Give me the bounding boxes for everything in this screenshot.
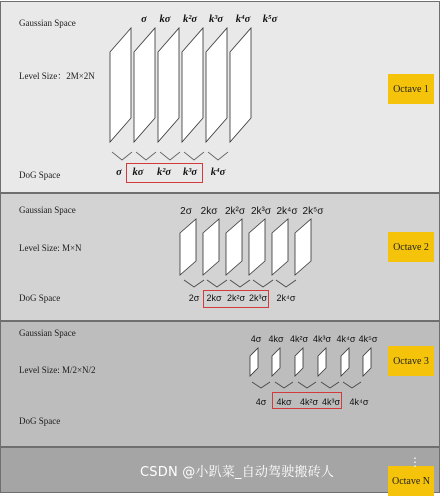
octave-3-dog-sigma: 4σ xyxy=(255,397,267,407)
octave-1-gaussian-layer xyxy=(110,28,131,142)
octave-2-dog-sigma: 2kσ xyxy=(206,293,222,303)
octave-2-dog-sigma: 2k³σ xyxy=(248,293,268,303)
octave-3-tag: Octave 3 xyxy=(388,346,434,376)
octave-2-gaussian-layer xyxy=(203,219,219,275)
octave-3-gaussian-label: Gaussian Space xyxy=(19,328,76,338)
octave-3-dog-label: DoG Space xyxy=(19,416,61,426)
octave-3-gaussian-layer xyxy=(250,348,258,376)
octave-2-merge-chevron xyxy=(184,280,204,287)
octave-2-gaussian-sigma: 2k⁴σ xyxy=(276,206,298,217)
octave-n-tag: Octave N xyxy=(388,466,434,496)
octave-3-merge-chevron xyxy=(321,382,339,388)
octave-1-level-label: Level Size：2M×2N xyxy=(19,71,95,81)
octave-1-gaussian-sigma: k²σ xyxy=(182,14,198,25)
octave-2-gaussian-sigma: 2k³σ xyxy=(250,206,272,217)
octave-3-merge-chevron xyxy=(298,382,316,388)
octave-2-dog-label: DoG Space xyxy=(19,293,61,303)
octave-3-level-label: Level Size: M/2×N/2 xyxy=(19,365,96,375)
octave-1-gaussian-sigma: kσ xyxy=(159,14,171,25)
octave-2-gaussian-label: Gaussian Space xyxy=(19,205,76,215)
octave-1-gaussian-label: Gaussian Space xyxy=(19,18,76,28)
octave-3-dog-sigma: 4k²σ xyxy=(299,397,319,407)
octave-3-gaussian-layer xyxy=(295,348,303,376)
octave-3-gaussian-layer xyxy=(318,348,326,376)
octave-2-gaussian-layer xyxy=(295,219,311,275)
octave-1-gaussian-sigma: k⁵σ xyxy=(262,14,278,25)
octave-1-tag: Octave 1 xyxy=(388,74,434,104)
watermark-dot-icon: ⋮ xyxy=(409,455,421,469)
octave-3-merge-chevron xyxy=(275,382,293,388)
octave-1-dog-sigma: kσ xyxy=(132,167,144,178)
octave-2-gaussian-layer xyxy=(249,219,265,275)
octave-1-gaussian-layer xyxy=(206,28,227,142)
octave-3-dog-sigma: 4k³σ xyxy=(321,397,341,407)
octave-2-gaussian-sigma: 2kσ xyxy=(200,206,218,217)
octave-3-gaussian-sigma: 4k⁴σ xyxy=(336,334,356,344)
octave-3-gaussian-layer xyxy=(363,348,371,376)
octave-3-merge-chevron xyxy=(343,382,361,388)
octave-1-dog-sigma: k²σ xyxy=(156,167,172,178)
octave-2-tag: Octave 2 xyxy=(388,232,434,262)
octave-3-dog-sigma: 4kσ xyxy=(276,397,292,407)
octave-1-merge-chevron xyxy=(208,152,228,160)
octave-2-dog-sigma: 2σ xyxy=(188,293,200,303)
octave-2-gaussian-layer xyxy=(180,219,196,275)
octave-2-gaussian-sigma: 2σ xyxy=(180,206,192,217)
octave-1-gaussian-sigma: σ xyxy=(141,14,147,25)
octave-3-gaussian-sigma: 4σ xyxy=(250,334,262,344)
octave-3-gaussian-layer xyxy=(272,348,280,376)
octave-1-merge-chevron xyxy=(160,152,180,160)
octave-1-merge-chevron xyxy=(184,152,204,160)
octave-2-merge-chevron xyxy=(276,280,296,287)
octave-1-gaussian-layer xyxy=(230,28,251,142)
octave-1-gaussian-layer xyxy=(134,28,155,142)
octave-2-merge-chevron xyxy=(230,280,250,287)
octave-2-gaussian-layer xyxy=(226,219,242,275)
octave-3-gaussian-sigma: 4k⁵σ xyxy=(358,334,378,344)
octave-2-gaussian-sigma: 2k²σ xyxy=(224,206,246,217)
octave-3-dog-sigma: 4k⁴σ xyxy=(349,397,369,407)
octave-1-gaussian-sigma: k³σ xyxy=(208,14,224,25)
octave-1-gaussian-layer xyxy=(158,28,179,142)
octave-1-dog-sigma: k⁴σ xyxy=(210,167,226,178)
octave-3-gaussian-sigma: 4kσ xyxy=(268,334,284,344)
octave-2-dog-sigma: 2k²σ xyxy=(226,293,246,303)
octave-1-merge-chevron xyxy=(112,152,132,160)
octave-3-gaussian-layer xyxy=(341,348,349,376)
octave-3-merge-chevron xyxy=(252,382,270,388)
octave-2-gaussian-layer xyxy=(272,219,288,275)
octave-1-dog-label: DoG Space xyxy=(19,170,61,180)
watermark: CSDN @小趴菜_自动驾驶搬砖人 xyxy=(140,465,335,480)
octave-1-dog-sigma: σ xyxy=(116,167,122,178)
octave-2-merge-chevron xyxy=(253,280,273,287)
octave-1-merge-chevron xyxy=(136,152,156,160)
octave-2-level-label: Level Size: M×N xyxy=(19,243,82,253)
octave-1-gaussian-layer xyxy=(182,28,203,142)
octave-3-gaussian-sigma: 4k³σ xyxy=(312,334,332,344)
octave-2-gaussian-sigma: 2k⁵σ xyxy=(302,206,324,217)
octave-3-gaussian-sigma: 4k²σ xyxy=(289,334,309,344)
octave-1-dog-sigma: k³σ xyxy=(182,167,198,178)
octave-2-merge-chevron xyxy=(207,280,227,287)
octave-2-dog-sigma: 2k⁴σ xyxy=(276,293,296,303)
octave-1-gaussian-sigma: k⁴σ xyxy=(235,14,251,25)
